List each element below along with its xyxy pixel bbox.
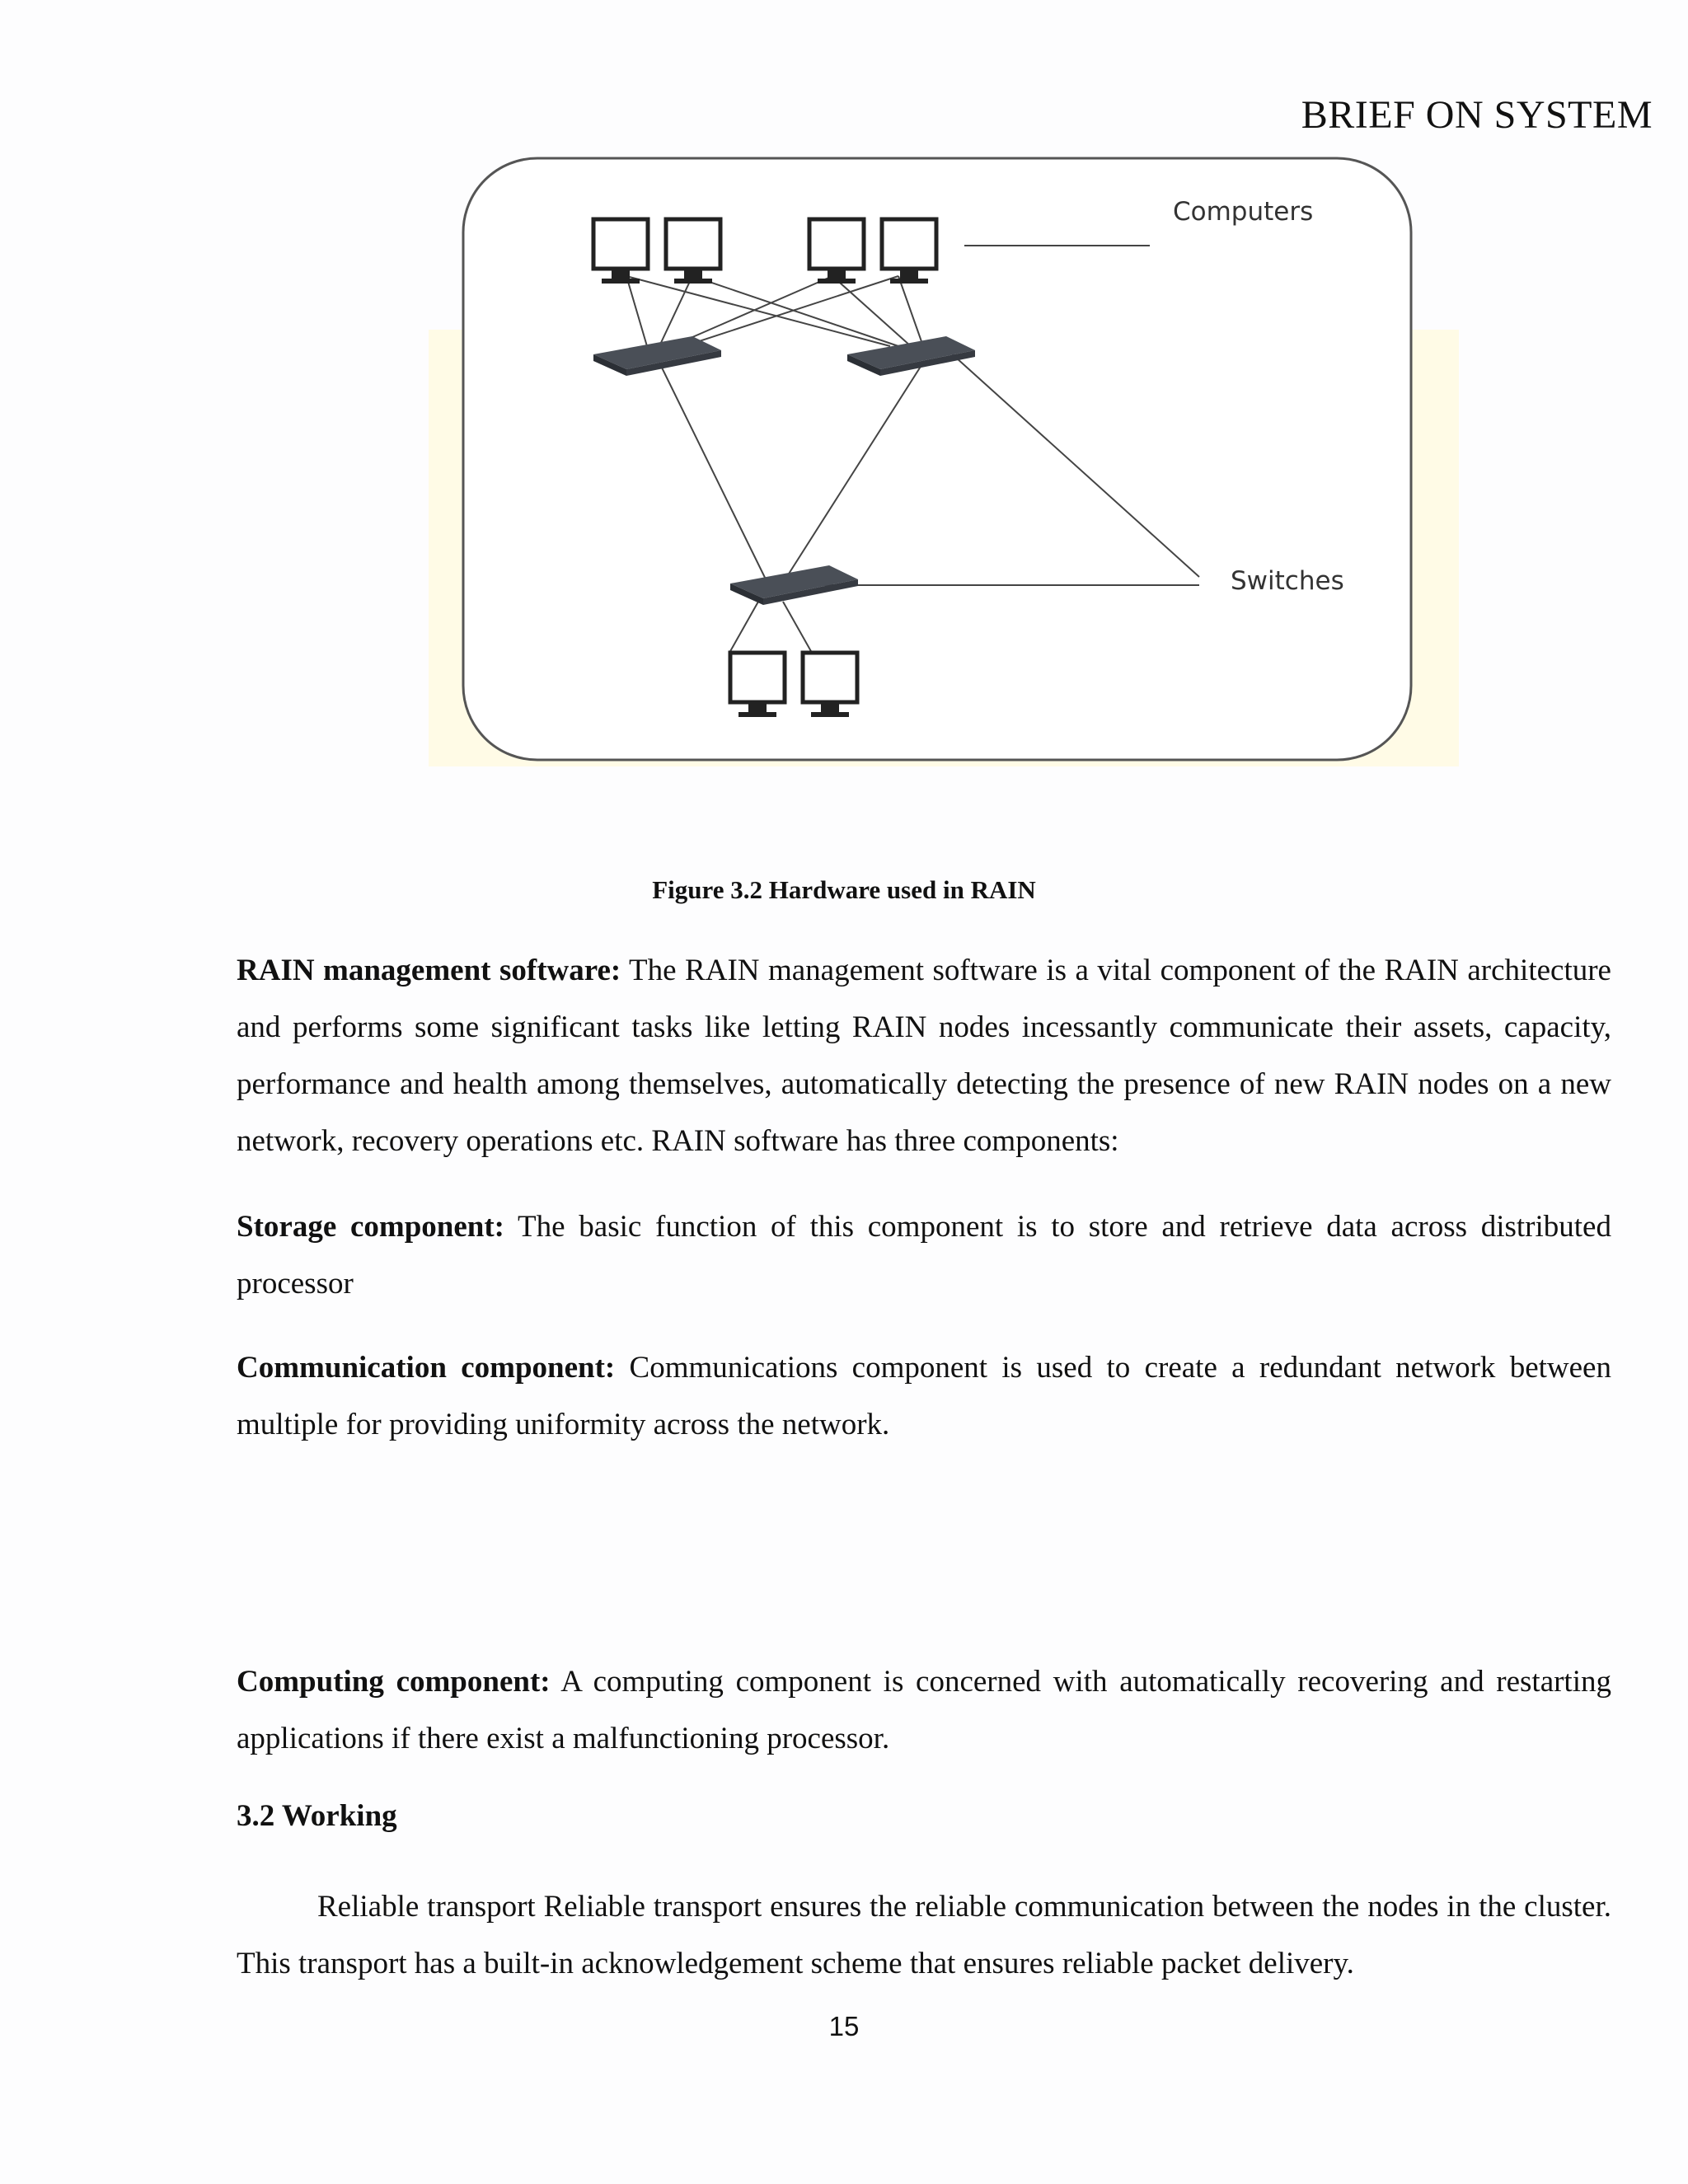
rain-hardware-diagram [429,148,1459,775]
figure-caption: Figure 3.2 Hardware used in RAIN [652,875,1036,904]
paragraph-text: A computing component is concerned with automatically recovering and restarting applications if there exist a malfunctioning processor. [237,1665,1611,1755]
hardware-figure [429,148,1459,775]
paragraph-working: Reliable transport Reliable transport ensures the reliable communication between the nodes in the cluster. This transport has a built-in acknowledgement scheme that ensures reliable packet delivery. [237,1890,1611,1980]
term-label: Computing component: [237,1665,551,1699]
section-heading: 3.2 Working [237,1799,397,1833]
paragraph-storage-component [237,1198,1611,1312]
page-number: 15 [828,2011,860,2041]
paragraph-text: Communications component is used to create a redundant network between multiple for providing uniformity across the network. [237,1351,1611,1441]
paragraph-communication-component [237,1339,1611,1453]
switches-label: Switches [1231,566,1344,596]
running-header: BRIEF ON SYSTEM [1301,93,1653,137]
term-label: Communication component: [237,1351,616,1385]
paragraph-rain-management [237,942,1611,1169]
paragraph-text: The basic function of this component is to store and retrieve data across distributed processor [237,1210,1611,1301]
computers-label: Computers [1173,197,1314,227]
paragraph-computing-component [237,1653,1611,1767]
term-label: Storage component: [237,1210,504,1244]
term-label: RAIN management software: [237,954,621,987]
paragraph-text: The RAIN management software is a vital component of the RAIN architecture and performs some significant tasks like letting RAIN nodes incessantly communicate their assets, capacity, performance and health among themselves, automatically detecting the presence of new RAIN nodes on a new network, recovery operations etc. RAIN software has three components: [237,954,1611,1158]
